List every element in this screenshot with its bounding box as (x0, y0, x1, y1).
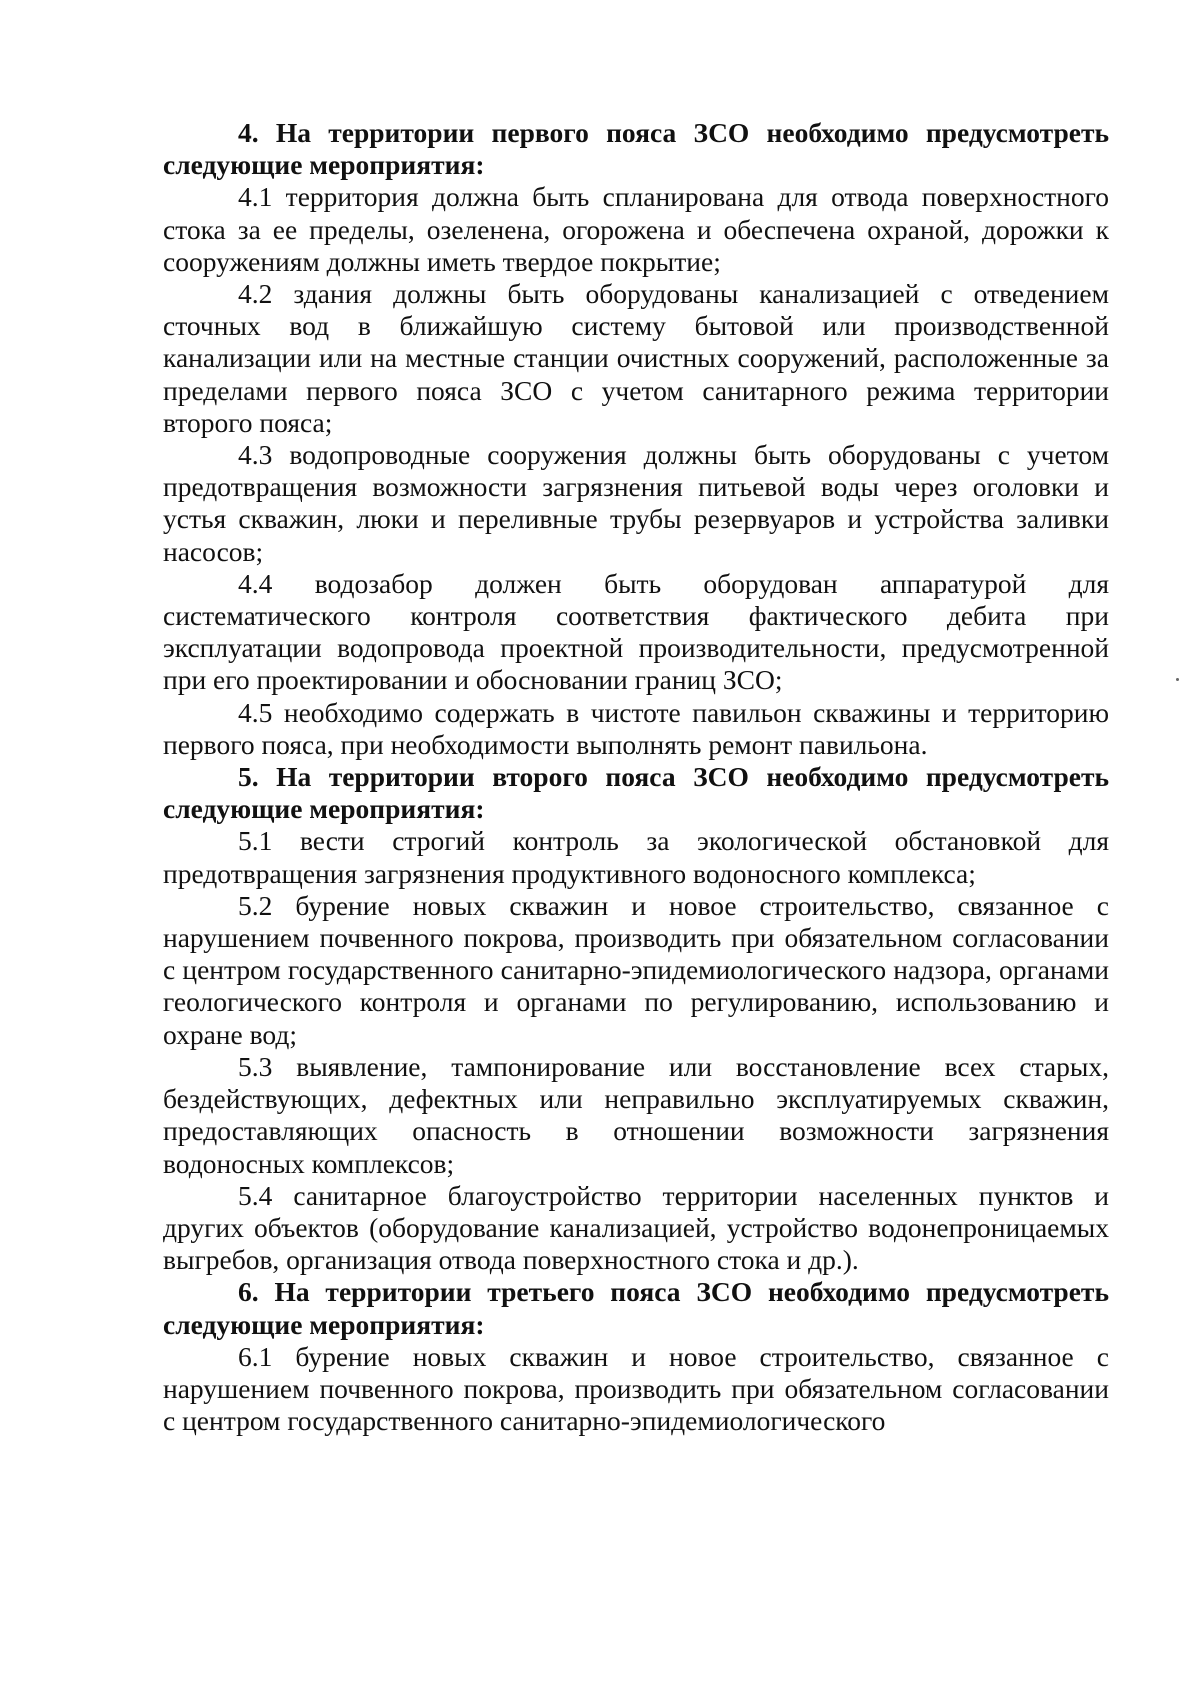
item-5-1: 5.1 вести строгий контроль за экологической обстановкой для предотвращения загрязнения продуктивного водоносного комплекса; (163, 825, 1109, 889)
item-4-3: 4.3 водопроводные сооружения должны быть оборудованы с учетом предотвращения возможности загрязнения питьевой воды через оголовки и устья скважин, люки и переливные трубы резервуаров и устройства заливки насосов; (163, 439, 1109, 567)
item-5-2: 5.2 бурение новых скважин и новое строительство, связанное с нарушением почвенного покрова, производить при обязательном согласовании с центром государственного санитарно-эпидемиологического надзора, органами геологического контроля и органами по регулированию, использованию и охране вод; (163, 889, 1109, 1050)
item-5-3: 5.3 выявление, тампонирование или восстановление всех старых, бездействующих, дефектных или неправильно эксплуатируемых скважин, предоставляющих опасность в отношении возможности загрязнения водоносных комплексов; (163, 1050, 1109, 1179)
section-6-heading: 6. На территории третьего пояса ЗСО необходимо предусмотреть следующие мероприятия: (163, 1276, 1109, 1340)
item-4-4: 4.4 водозабор должен быть оборудован аппаратурой для систематического контроля соответствия фактического дебита при эксплуатации водопровода проектной производительности, предусмотренной при его проектировании и обосновании границ ЗСО; (163, 567, 1109, 696)
document-page (163, 117, 1109, 1437)
scan-speck (1176, 678, 1179, 681)
item-5-4: 5.4 санитарное благоустройство территории населенных пунктов и других объектов (оборудование канализацией, устройство водонепроницаемых выгребов, организация отвода поверхностного стока и др.). (163, 1179, 1109, 1276)
item-4-5: 4.5 необходимо содержать в чистоте павильон скважины и территорию первого пояса, при необходимости выполнять ремонт павильона. (163, 696, 1109, 760)
item-4-2: 4.2 здания должны быть оборудованы канализацией с отведением сточных вод в ближайшую систему бытовой или производственной канализации или на местные станции очистных сооружений, расположенные за пределами первого пояса ЗСО с учетом санитарного режима территории второго пояса; (163, 278, 1109, 438)
section-5-heading: 5. На территории второго пояса ЗСО необходимо предусмотреть следующие мероприятия: (163, 761, 1109, 825)
item-4-1: 4.1 территория должна быть спланирована для отвода поверхностного стока за ее пределы, озеленена, огорожена и обеспечена охраной, дорожки к сооружениям должны иметь твердое покрытие; (163, 181, 1109, 277)
item-6-1: 6.1 бурение новых скважин и новое строительство, связанное с нарушением почвенного покрова, производить при обязательном согласовании с центром государственного санитарно-эпидемиологического (163, 1340, 1109, 1437)
section-4-heading: 4. На территории первого пояса ЗСО необходимо предусмотреть следующие мероприятия: (163, 117, 1109, 181)
